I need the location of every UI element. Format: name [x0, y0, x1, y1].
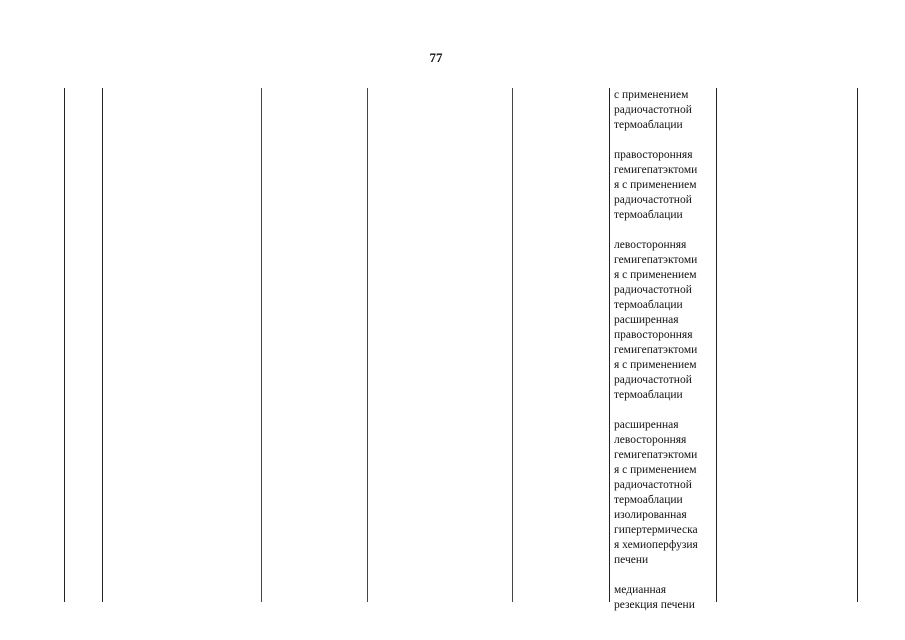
procedure-text-line: термоаблации	[614, 209, 683, 221]
procedure-text-line: гемигепатэктоми	[614, 164, 698, 176]
procedure-text-line: гипертермическа	[614, 524, 698, 536]
procedure-entry	[614, 88, 718, 133]
procedure-text-line: термоаблации	[614, 299, 683, 311]
procedure-text-line: радиочастотной	[614, 284, 692, 296]
procedure-text-line: я с применением	[614, 359, 697, 371]
procedure-text-line: я с применением	[614, 179, 697, 191]
procedure-text-line: расширенная	[614, 419, 679, 431]
procedure-text-line: печени	[614, 554, 649, 566]
column-border	[609, 88, 610, 602]
procedure-cell	[614, 88, 718, 628]
procedure-text-line: правосторонняя	[614, 149, 693, 161]
column-border	[367, 88, 368, 602]
procedure-entry	[614, 583, 718, 613]
procedure-text-line: с применением	[614, 89, 689, 101]
procedure-text-line: левосторонняя	[614, 434, 687, 446]
procedure-text-line: расширенная	[614, 314, 679, 326]
procedure-text-line: я с применением	[614, 464, 697, 476]
procedure-text-line: гемигепатэктоми	[614, 344, 698, 356]
procedure-text-line: изолированная	[614, 509, 687, 521]
procedure-text-line: медианная	[614, 584, 667, 596]
procedure-text-line: термоаблации	[614, 494, 683, 506]
procedure-entry	[614, 418, 718, 568]
procedure-text-line: радиочастотной	[614, 194, 692, 206]
procedure-text-line: радиочастотной	[614, 104, 692, 116]
procedure-text-line: термоаблации	[614, 389, 683, 401]
procedure-text-line: радиочастотной	[614, 479, 692, 491]
procedure-text-line: правосторонняя	[614, 329, 693, 341]
column-border	[512, 88, 513, 602]
procedure-text-line: гемигепатэктоми	[614, 449, 698, 461]
procedure-text-line: я хемиоперфузия	[614, 539, 698, 551]
procedure-text-line: резекция печени	[614, 599, 695, 611]
procedure-text-line: я с применением	[614, 269, 697, 281]
column-border	[102, 88, 103, 602]
table-body	[0, 88, 905, 611]
procedure-text-line: радиочастотной	[614, 374, 692, 386]
column-border	[64, 88, 65, 602]
procedure-text-line: гемигепатэктоми	[614, 254, 698, 266]
procedure-entry	[614, 238, 718, 403]
page-number: 77	[429, 50, 443, 65]
procedure-entry	[614, 148, 718, 223]
procedure-text-line: левосторонняя	[614, 239, 687, 251]
column-border	[857, 88, 858, 602]
procedure-text-line: термоаблации	[614, 119, 683, 131]
column-border	[261, 88, 262, 602]
